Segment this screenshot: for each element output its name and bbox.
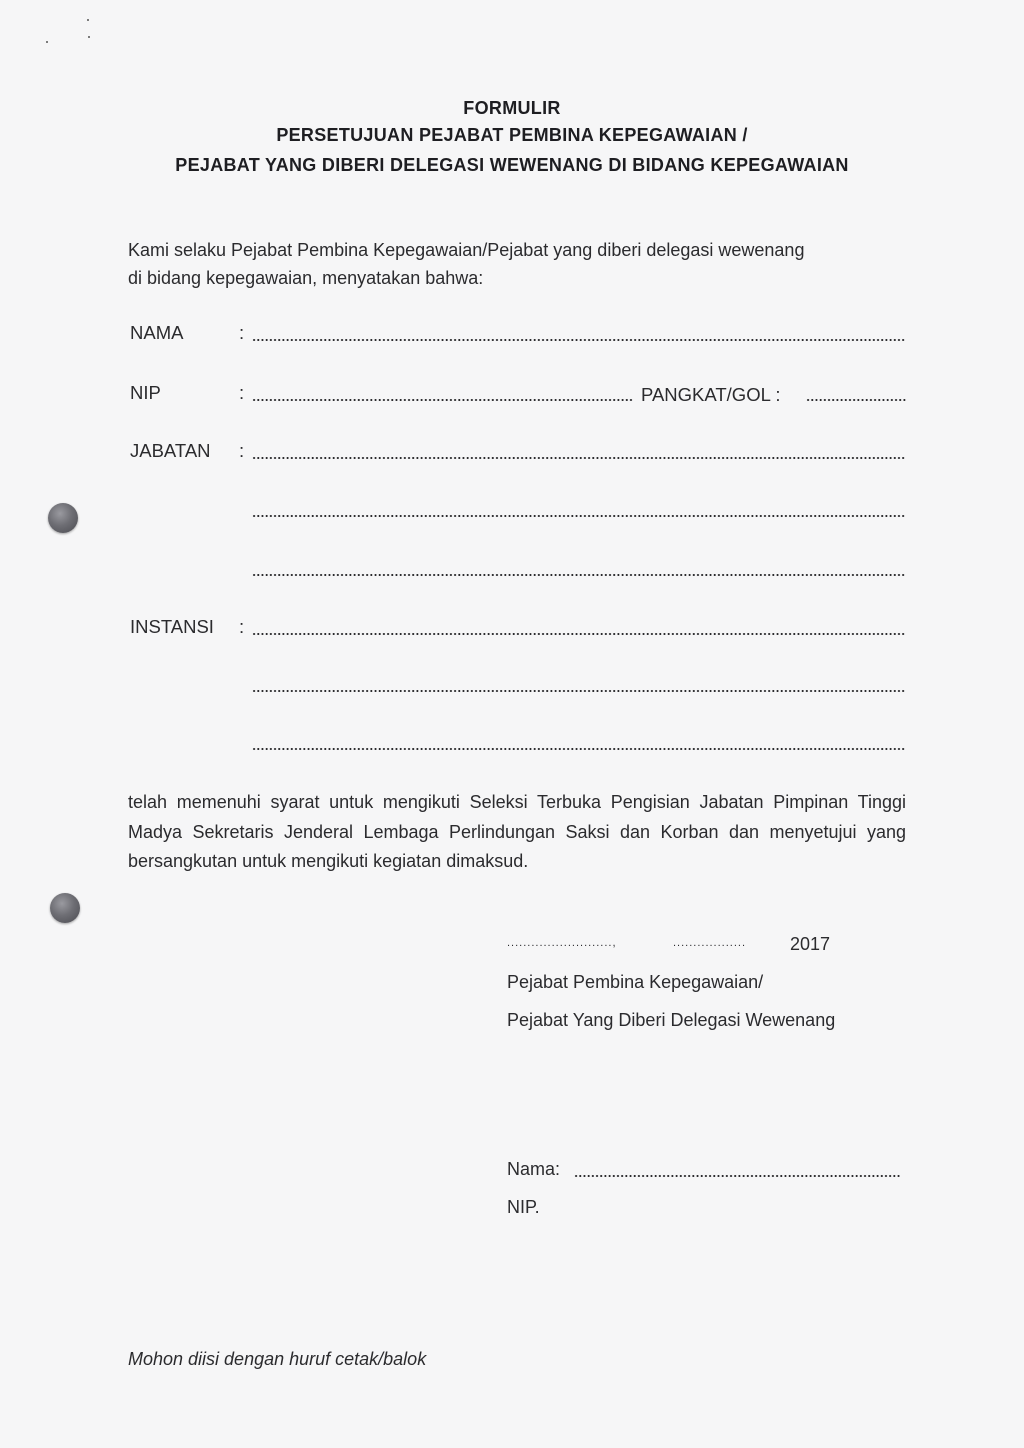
punch-hole-lower	[50, 893, 80, 923]
nip-label: NIP	[130, 382, 161, 403]
scan-speck	[88, 36, 90, 38]
footer-note: Mohon diisi dengan huruf cetak/balok	[128, 1349, 427, 1369]
jabatan-input-line-2[interactable]	[252, 514, 906, 518]
jabatan-colon: :	[239, 440, 245, 461]
intro-line2: di bidang kepegawaian, menyatakan bahwa:	[128, 268, 484, 288]
pangkat-input-line[interactable]	[806, 398, 906, 402]
jabatan-input-line-1[interactable]	[252, 456, 906, 460]
nip-colon: :	[239, 382, 245, 403]
instansi-input-line-3[interactable]	[252, 747, 906, 751]
form-subtitle-line2: PEJABAT YANG DIBERI DELEGASI WEWENANG DI BIDANG KEPEGAWAIAN	[175, 155, 849, 175]
scan-speck	[46, 41, 48, 43]
signature-name-input-line[interactable]	[574, 1174, 900, 1178]
instansi-label: INSTANSI	[130, 616, 214, 637]
signature-date-dots[interactable]: ..................	[673, 937, 747, 949]
instansi-input-line-1[interactable]	[252, 632, 906, 636]
signature-year: 2017	[790, 934, 831, 954]
signature-role-line1: Pejabat Pembina Kepegawaian/	[507, 972, 764, 992]
form-title: FORMULIR	[463, 98, 561, 118]
punch-hole-upper	[48, 503, 78, 533]
jabatan-input-line-3[interactable]	[252, 573, 906, 577]
intro-line1: Kami selaku Pejabat Pembina Kepegawaian/Pejabat yang diberi delegasi wewenang	[128, 240, 805, 260]
jabatan-label: JABATAN	[130, 440, 211, 461]
nama-input-line[interactable]	[252, 338, 906, 342]
scan-speck	[87, 19, 89, 21]
signature-nip-label: NIP.	[507, 1197, 540, 1217]
instansi-colon: :	[239, 616, 245, 637]
signature-place-dots[interactable]: ..........................,	[507, 937, 617, 949]
instansi-input-line-2[interactable]	[252, 689, 906, 693]
signature-name-label: Nama:	[507, 1159, 561, 1179]
nip-input-line[interactable]	[252, 398, 634, 402]
nama-colon: :	[239, 322, 245, 343]
statement-paragraph: telah memenuhi syarat untuk mengikuti Seleksi Terbuka Pengisian Jabatan Pimpinan Tinggi Madya Sekretaris Jenderal Lembaga Perlindungan Saksi dan Korban dan menyetujui yang bersangkutan untuk mengikuti kegiatan dimaksud.	[128, 792, 906, 871]
signature-role-line2: Pejabat Yang Diberi Delegasi Wewenang	[507, 1010, 836, 1030]
nama-label: NAMA	[130, 322, 184, 343]
pangkat-label: PANGKAT/GOL :	[641, 384, 781, 405]
form-subtitle-line1: PERSETUJUAN PEJABAT PEMBINA KEPEGAWAIAN /	[276, 125, 748, 145]
